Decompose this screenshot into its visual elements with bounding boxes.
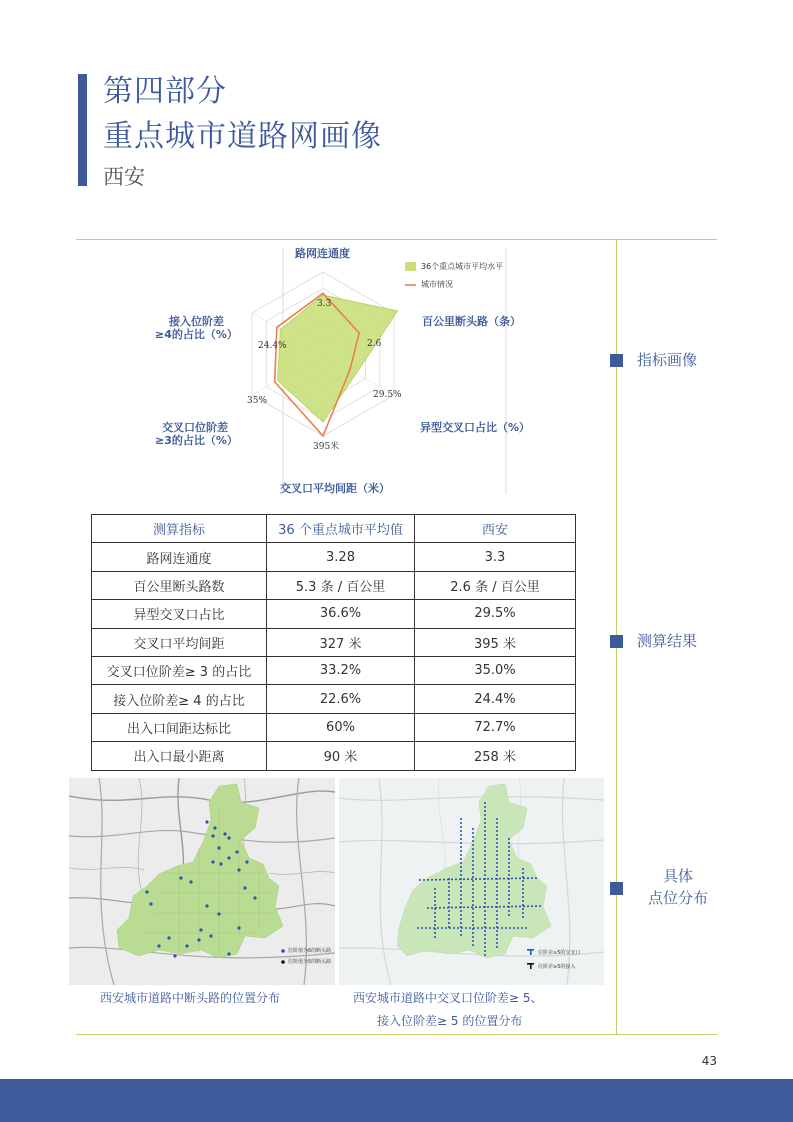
value-label-spacing: 395米 — [313, 442, 340, 452]
table-cell: 2.6 条 / 百公里 — [415, 571, 576, 599]
table-header-cell: 西安 — [415, 515, 576, 543]
axis-label-connectivity: 路网连通度 — [295, 247, 350, 260]
table-header-cell: 36 个重点城市平均值 — [267, 515, 415, 543]
table-cell: 5.3 条 / 百公里 — [267, 571, 415, 599]
table-cell: 百公里断头路数 — [92, 571, 267, 599]
value-label-connectivity: 3.3 — [317, 299, 332, 309]
city-subtitle: 西安 — [103, 165, 145, 189]
page-number: 43 — [701, 1054, 717, 1068]
side-label-profile: 指标画像 — [610, 349, 728, 371]
table-row — [92, 628, 576, 656]
table-cell: 出入口最小距离 — [92, 742, 267, 770]
table-cell: 接入位阶差≥ 4 的占比 — [92, 685, 267, 713]
table-row — [92, 685, 576, 713]
side-label-results: 测算结果 — [610, 630, 728, 652]
table-cell: 72.7% — [415, 713, 576, 741]
right-map-legend-2: 位阶差≥5的接入 — [538, 964, 576, 970]
table-header-row — [92, 515, 576, 543]
legend-average-label: 36个重点城市平均水平 — [421, 262, 504, 271]
bullet-square-icon — [610, 354, 623, 367]
intersection-map — [339, 778, 604, 985]
table-cell: 90 米 — [267, 742, 415, 770]
table-row — [92, 571, 576, 599]
left-map-legend-1: 位阶值为6的断头路 — [288, 948, 332, 954]
page-title: 重点城市道路网画像 — [103, 119, 382, 154]
table-cell: 60% — [267, 713, 415, 741]
frame-top-line — [76, 239, 717, 240]
table-row — [92, 600, 576, 628]
side-label-points: 具体 点位分布 — [610, 865, 728, 909]
table-cell: 29.5% — [415, 600, 576, 628]
axis-label-dead-end: 百公里断头路（条） — [422, 315, 521, 328]
table-cell: 35.0% — [415, 656, 576, 684]
table-row — [92, 713, 576, 741]
table-cell: 交叉口位阶差≥ 3 的占比 — [92, 656, 267, 684]
table-cell: 异型交叉口占比 — [92, 600, 267, 628]
left-map-caption: 西安城市道路中断头路的位置分布 — [100, 991, 281, 1005]
right-map-legend-1: 位阶差≥5的交叉口 — [538, 950, 581, 956]
table-cell: 33.2% — [267, 656, 415, 684]
axis-label-irregular: 异型交叉口占比（%） — [420, 421, 531, 434]
axis-label-access-grade-1: 接入位阶差 — [169, 315, 224, 328]
table-row — [92, 656, 576, 684]
bullet-square-icon — [610, 882, 623, 895]
bullet-square-icon — [610, 635, 623, 648]
table-cell: 24.4% — [415, 685, 576, 713]
value-label-access-grade: 24.4% — [258, 341, 287, 351]
radar-svg — [143, 242, 508, 500]
frame-bottom-line — [76, 1034, 717, 1035]
axis-label-intersection-grade-2: ≥3的占比（%） — [155, 434, 238, 447]
dead-end-map — [69, 778, 335, 985]
axis-label-intersection-grade-1: 交叉口位阶差 — [162, 421, 228, 434]
results-table — [91, 514, 576, 771]
table-cell: 395 米 — [415, 628, 576, 656]
axis-label-spacing: 交叉口平均间距（米） — [280, 482, 390, 495]
footer-band — [0, 1079, 793, 1122]
right-map-caption-1: 西安城市道路中交叉口位阶差≥ 5、 — [353, 991, 543, 1005]
table-cell: 路网连通度 — [92, 543, 267, 571]
table-row — [92, 543, 576, 571]
table-cell: 36.6% — [267, 600, 415, 628]
table-cell: 交叉口平均间距 — [92, 628, 267, 656]
table-cell: 3.3 — [415, 543, 576, 571]
right-map-caption-2: 接入位阶差≥ 5 的位置分布 — [377, 1014, 523, 1028]
table-header-cell: 测算指标 — [92, 515, 267, 543]
legend-city-label: 城市情况 — [421, 280, 453, 289]
radar-chart — [143, 242, 531, 500]
value-label-intersection-grade: 35% — [247, 396, 268, 406]
table-cell: 出入口间距达标比 — [92, 713, 267, 741]
value-label-irregular: 29.5% — [373, 390, 402, 400]
table-row — [92, 742, 576, 770]
axis-label-access-grade-2: ≥4的占比（%） — [155, 328, 238, 341]
title-accent-bar — [78, 74, 87, 186]
table-cell: 22.6% — [267, 685, 415, 713]
value-label-dead-end: 2.6 — [367, 339, 382, 349]
table-cell: 327 米 — [267, 628, 415, 656]
section-title: 第四部分 — [103, 74, 227, 109]
left-map-legend-2: 位阶值为5的断头路 — [288, 959, 332, 965]
table-cell: 3.28 — [267, 543, 415, 571]
table-cell: 258 米 — [415, 742, 576, 770]
legend-average-swatch — [405, 262, 416, 271]
